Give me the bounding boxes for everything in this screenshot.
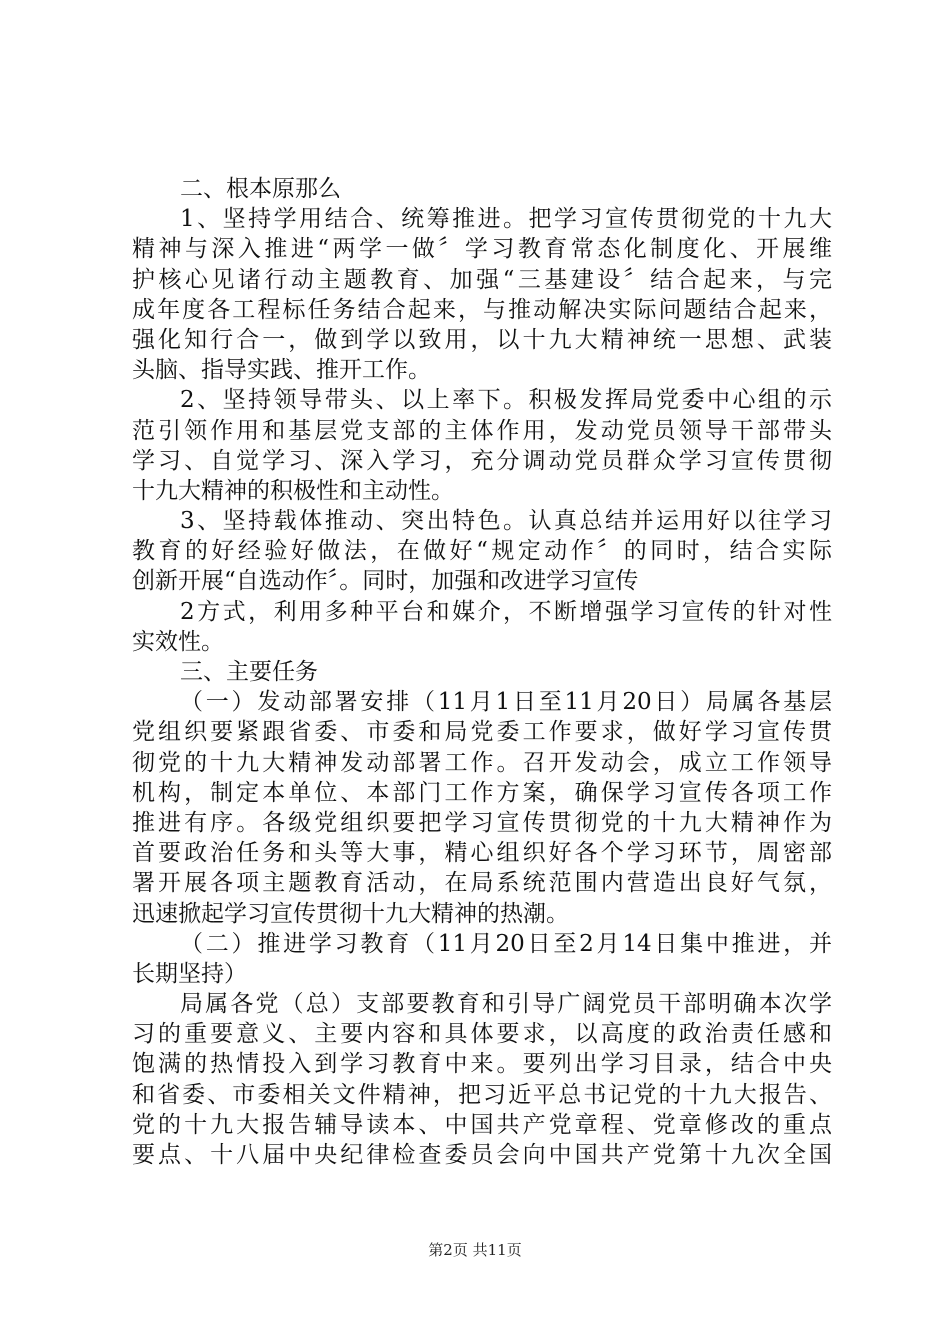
paragraph-line: 头脑、指导实践、推开工作。 — [132, 357, 431, 384]
paragraph-line: 1、坚持学用结合、统筹推进。把学习宣传贯彻党的十九大 — [180, 206, 832, 233]
paragraph-line: （一）发动部署安排（11月1日至11月20日）局属各基层 — [180, 689, 832, 716]
paragraph-line: 推进有序。各级党组织要把学习宣传贯彻党的十九大精神作为 — [132, 809, 832, 836]
paragraph-line: 要点、十八届中央纪律检查委员会向中国共产党第十九次全国 — [132, 1142, 832, 1168]
paragraph-line: 3、坚持载体推动、突出特色。认真总结并运用好以往学习 — [180, 508, 832, 535]
paragraph-line: 饱满的热情投入到学习教育中来。要列出学习目录，结合中央 — [132, 1051, 832, 1078]
paragraph-line: 局属各党（总）支部要教育和引导广阔党员干部明确本次学 — [180, 991, 832, 1018]
paragraph-line: 习的重要意义、主要内容和具体要求，以高度的政治责任感和 — [132, 1021, 832, 1048]
paragraph-line: 长期坚持） — [132, 960, 247, 987]
paragraph-line: 精神与深入推进“两学一做〞学习教育常态化制度化、开展维 — [132, 236, 832, 263]
paragraph-line: 强化知行合一，做到学以致用，以十九大精神统一思想、武装 — [132, 326, 832, 353]
paragraph-line: 迅速掀起学习宣传贯彻十九大精神的热潮。 — [132, 900, 569, 927]
paragraph-line: 创新开展“自选动作〞。同时，加强和改进学习宣传 — [132, 568, 639, 595]
paragraph-line: 党组织要紧跟省委、市委和局党委工作要求，做好学习宣传贯 — [132, 719, 832, 746]
paragraph-line: 范引领作用和基层党支部的主体作用，发动党员领导干部带头 — [132, 417, 832, 444]
paragraph-line: 2、坚持领导带头、以上率下。积极发挥局党委中心组的示 — [180, 387, 832, 414]
section-heading: 二、根本原那么 — [180, 176, 341, 202]
paragraph-line: 和省委、市委相关文件精神，把习近平总书记党的十九大报告、 — [132, 1081, 832, 1108]
paragraph-line: 实效性。 — [132, 628, 224, 655]
page-footer: 第2页 共11页 — [428, 1241, 522, 1259]
paragraph-line: 署开展各项主题教育活动，在局系统范围内营造出良好气氛， — [132, 870, 832, 897]
document-body — [132, 174, 832, 1170]
paragraph-line: 教育的好经验好做法，在做好“规定动作〞的同时，结合实际 — [132, 538, 832, 565]
paragraph-line: 彻党的十九大精神发动部署工作。召开发动会，成立工作领导 — [132, 749, 832, 776]
paragraph-line: 机构，制定本单位、本部门工作方案，确保学习宣传各项工作 — [132, 779, 832, 806]
paragraph-line: 成年度各工程标任务结合起来，与推动解决实际问题结合起来， — [132, 296, 832, 323]
paragraph-line: 学习、自觉学习、深入学习，充分调动党员群众学习宣传贯彻 — [132, 447, 832, 474]
paragraph-line: 2方式，利用多种平台和媒介，不断增强学习宣传的针对性 — [180, 598, 832, 625]
paragraph-line: 护核心见诸行动主题教育、加强“三基建设〞结合起来，与完 — [132, 266, 832, 293]
paragraph-line: 首要政治任务和头等大事，精心组织好各个学习环节，周密部 — [132, 840, 832, 867]
section-heading: 三、主要任务 — [180, 659, 318, 685]
paragraph-line: （二）推进学习教育（11月20日至2月14日集中推进，并 — [180, 930, 832, 957]
paragraph-line: 十九大精神的积极性和主动性。 — [132, 477, 454, 504]
paragraph-line: 党的十九大报告辅导读本、中国共产党章程、党章修改的重点 — [132, 1111, 832, 1138]
